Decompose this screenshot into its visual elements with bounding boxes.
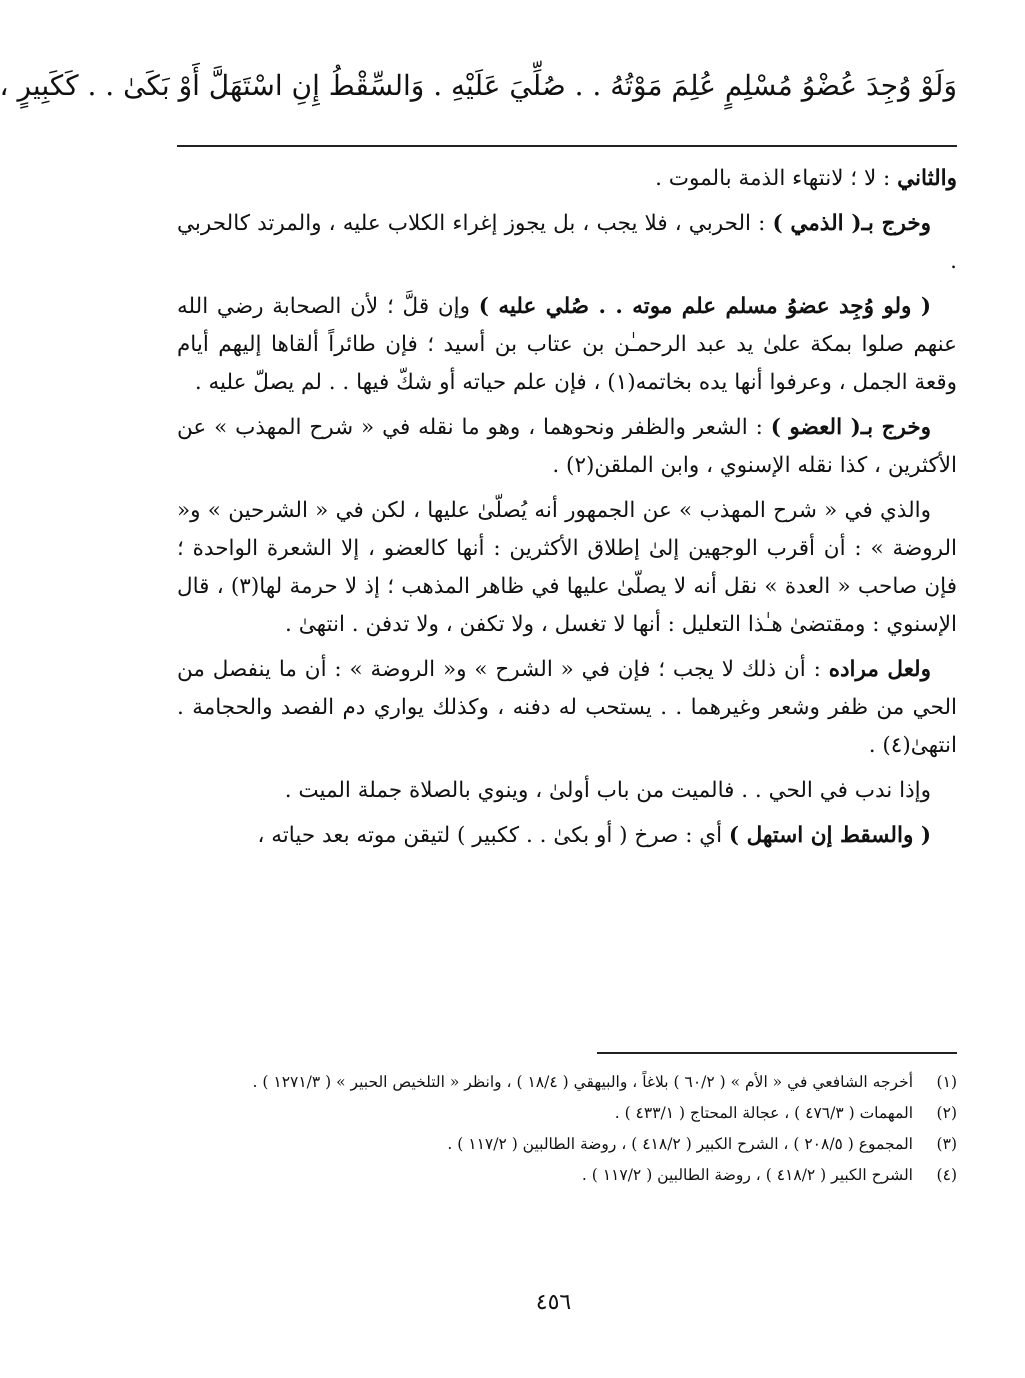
footnote-text: الشرح الكبير ( ٤١٨/٢ ) ، روضة الطالبين ( ١١٧/٢ ) . (581, 1166, 913, 1184)
paragraph-text: : أن ذلك لا يجب ؛ فإن في « الشرح » و« الروضة » : أن ما ينفصل من الحي من ظفر وشعر وغيرهما . . يستحب له دفنه ، وكذلك يواري دم الفصد والحجامة . انتهىٰ(٤) . (177, 657, 957, 758)
footnote-text: المجموع ( ٢٠٨/٥ ) ، الشرح الكبير ( ٤١٨/٢ ) ، روضة الطالبين ( ١١٧/٢ ) . (447, 1135, 913, 1153)
footnote-number: (٢) (936, 1104, 957, 1122)
footnote-number: (٣) (936, 1135, 957, 1153)
commentary-paragraph (177, 651, 957, 765)
bold-lead: والثاني (897, 166, 957, 191)
commentary-paragraph (177, 409, 957, 485)
bold-lead: ( والسقط إن استهل ) (728, 823, 931, 848)
bold-lead: ( العضو ) (770, 415, 861, 440)
footnote (177, 1161, 957, 1189)
commentary-paragraph (177, 817, 957, 855)
commentary-body (177, 160, 957, 862)
footnote-number: (٤) (936, 1166, 957, 1184)
footnote-text: أخرجه الشافعي في « الأم » ( ٦٠/٢ ) بلاغاً ، والبيهقي ( ١٨/٤ ) ، وانظر « التلخيص الحبير » ( ١٢٧١/٣ ) . (252, 1073, 913, 1091)
commentary-paragraph (177, 492, 957, 644)
page-number: ٤٥٦ (535, 1290, 572, 1315)
paragraph-text: : لا ؛ لانتهاء الذمة بالموت . (655, 166, 898, 191)
bold-lead: ( الذمي ) (772, 211, 862, 236)
paragraph-prefix: وخرج بـ (860, 415, 931, 440)
footnote (177, 1068, 957, 1096)
commentary-paragraph (177, 288, 957, 402)
footnote (177, 1099, 957, 1127)
paragraph-prefix: وخرج بـ (861, 211, 931, 236)
footnote-divider (597, 1052, 957, 1054)
paragraph-text: أي : صرخ ( أو بكىٰ . . ككبير ) لتيقن موته بعد حياته ، (257, 823, 729, 848)
bold-lead: ( ولو وُجِد عضوُ مسلم علم موته . . صُلي عليه ) (478, 294, 931, 319)
bold-lead: ولعل مراده (828, 657, 931, 682)
commentary-paragraph (177, 160, 957, 198)
paragraph-text: : الشعر والظفر ونحوهما ، وهو ما نقله في « شرح المهذب » عن الأكثرين ، كذا نقله الإسنوي ، وابن الملقن(٢) . (177, 415, 957, 478)
matn-divider (177, 145, 957, 147)
footnotes (177, 1068, 957, 1192)
paragraph-text: وإذا ندب في الحي . . فالميت من باب أولىٰ ، وينوي بالصلاة جملة الميت . (284, 778, 931, 803)
footnote-number: (١) (936, 1073, 957, 1091)
paragraph-text: : الحربي ، فلا يجب ، بل يجوز إغراء الكلاب عليه ، والمرتد كالحربي . (177, 211, 957, 274)
matn-text: وَلَوْ وُجِدَ عُضْوُ مُسْلِمٍ عُلِمَ مَوْتُهُ . . صُلِّيَ عَلَيْهِ . وَالسِّقْطُ إِنِ اسْتَهَلَّ أَوْ بَكَىٰ . . كَكَبِيرٍ ، (0, 69, 957, 102)
commentary-paragraph (177, 772, 957, 810)
commentary-paragraph (177, 205, 957, 281)
footnote-text: المهمات ( ٤٧٦/٣ ) ، عجالة المحتاج ( ٤٣٣/١ ) . (614, 1104, 913, 1122)
paragraph-text: والذي في « شرح المهذب » عن الجمهور أنه يُصلّىٰ عليها ، لكن في « الشرحين » و« الروضة » : أن أقرب الوجهين إلىٰ إطلاق الأكثرين : أنها كالعضو ، إلا الشعرة الواحدة ؛ فإن صاحب « العدة » نقل أنه لا يصلّىٰ عليها في ظاهر المذهب ؛ إذ لا حرمة لها(٣) ، قال الإسنوي : ومقتضىٰ هـٰذا التعليل : أنها لا تغسل ، ولا تكفن ، ولا تدفن . انتهىٰ . (177, 498, 957, 637)
footnote (177, 1130, 957, 1158)
paragraph-text: وإن قلَّ ؛ لأن الصحابة رضي الله عنهم صلوا بمكة علىٰ يد عبد الرحمـٰن بن عتاب بن أسيد ؛ فإن طائراً ألقاها إليهم أيام وقعة الجمل ، وعرفوا أنها يده بخاتمه(١) ، فإن علم حياته أو شكّ فيها . . لم يصلّ عليه . (177, 294, 957, 395)
